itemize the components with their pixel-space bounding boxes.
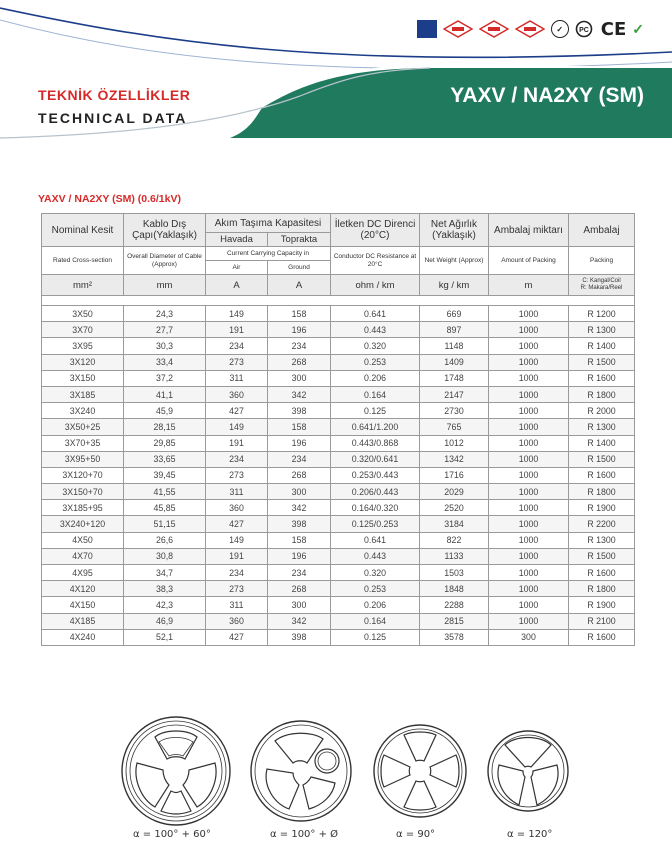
cell-packing: R 1800 [569, 386, 635, 402]
unit-packing-amount: m [489, 275, 569, 296]
pc-mark-icon [575, 20, 595, 38]
cell-section: 3X120 [42, 354, 124, 370]
header-en-capacity: Current Carrying Capacity in [206, 247, 331, 261]
header-weight: Net Ağırlık (Yaklaşık) [420, 214, 489, 247]
cell-air: 149 [206, 532, 268, 548]
table-row [42, 565, 635, 581]
certification-marks [417, 20, 644, 38]
cell-packing-amount: 1000 [489, 597, 569, 613]
cell-packing-amount: 1000 [489, 516, 569, 532]
cell-section: 3X150+70 [42, 484, 124, 500]
cell-packing: R 1400 [569, 435, 635, 451]
cell-resistance: 0.443 [331, 548, 420, 564]
cell-diameter: 45,9 [124, 403, 206, 419]
cell-weight: 2147 [420, 386, 489, 402]
cell-weight: 765 [420, 419, 489, 435]
cell-weight: 2730 [420, 403, 489, 419]
cell-ground: 342 [268, 386, 331, 402]
table-row [42, 403, 635, 419]
svg-text:PC: PC [578, 27, 589, 34]
cell-packing: R 1500 [569, 451, 635, 467]
cell-section: 3X150 [42, 370, 124, 386]
unit-resistance: ohm / km [331, 275, 420, 296]
cell-packing-amount: 1000 [489, 613, 569, 629]
cell-diameter: 33,65 [124, 451, 206, 467]
table-row [42, 370, 635, 386]
cell-section: 3X70+35 [42, 435, 124, 451]
table-row [42, 451, 635, 467]
cross-section-4core-sector-figure [115, 715, 237, 827]
cell-ground: 398 [268, 403, 331, 419]
tse-mark-icon [417, 20, 437, 38]
unit-packing-reel: R: Makara/Reel [580, 285, 623, 291]
cell-packing-amount: 1000 [489, 322, 569, 338]
cell-resistance: 0.206 [331, 597, 420, 613]
cell-ground: 158 [268, 419, 331, 435]
unit-section: mm² [42, 275, 124, 296]
cell-air: 191 [206, 322, 268, 338]
cell-packing-amount: 1000 [489, 419, 569, 435]
cell-packing-amount: 1000 [489, 435, 569, 451]
cell-weight: 822 [420, 532, 489, 548]
cell-packing: R 1600 [569, 565, 635, 581]
cell-diameter: 34,7 [124, 565, 206, 581]
cell-weight: 2288 [420, 597, 489, 613]
cell-packing-amount: 1000 [489, 306, 569, 322]
table-row [42, 581, 635, 597]
cell-ground: 398 [268, 629, 331, 645]
cell-resistance: 0.443/0.868 [331, 435, 420, 451]
cell-ground: 196 [268, 435, 331, 451]
table-row [42, 548, 635, 564]
cell-diameter: 30,8 [124, 548, 206, 564]
cell-resistance: 0.253 [331, 581, 420, 597]
cell-resistance: 0.641 [331, 532, 420, 548]
page-header [0, 0, 672, 170]
cell-weight: 1848 [420, 581, 489, 597]
table-row [42, 629, 635, 645]
cell-weight: 1503 [420, 565, 489, 581]
cell-resistance: 0.641 [331, 306, 420, 322]
unit-packing [569, 275, 635, 296]
cell-ground: 196 [268, 548, 331, 564]
cell-packing: R 1400 [569, 338, 635, 354]
cell-packing-amount: 1000 [489, 354, 569, 370]
unit-weight: kg / km [420, 275, 489, 296]
header-en-air: Air [206, 261, 268, 275]
cell-air: 311 [206, 370, 268, 386]
cell-diameter: 52,1 [124, 629, 206, 645]
cell-air: 234 [206, 565, 268, 581]
table-row [42, 597, 635, 613]
cell-resistance: 0.320 [331, 338, 420, 354]
cell-weight: 2815 [420, 613, 489, 629]
cell-weight: 1012 [420, 435, 489, 451]
table-row [42, 338, 635, 354]
cell-ground: 234 [268, 338, 331, 354]
quality-diamond-icon [443, 20, 473, 38]
cell-air: 191 [206, 435, 268, 451]
cell-air: 191 [206, 548, 268, 564]
cell-section: 3X70 [42, 322, 124, 338]
cell-air: 273 [206, 467, 268, 483]
figure-label: α = 120° [507, 829, 553, 840]
cell-packing: R 2200 [569, 516, 635, 532]
approval-mark-icon: ✓ [551, 20, 569, 38]
cross-section-3core-round-figure [247, 715, 355, 827]
cell-packing: R 1200 [569, 306, 635, 322]
cell-section: 3X185+95 [42, 500, 124, 516]
table-row [42, 613, 635, 629]
cell-ground: 234 [268, 451, 331, 467]
cell-weight: 3184 [420, 516, 489, 532]
cell-resistance: 0.320 [331, 565, 420, 581]
cell-ground: 158 [268, 532, 331, 548]
title-turkish: TEKNİK ÖZELLİKLER [38, 87, 191, 103]
cell-packing-amount: 1000 [489, 581, 569, 597]
cell-ground: 268 [268, 581, 331, 597]
header-ground: Toprakta [268, 233, 331, 247]
cell-diameter: 39,45 [124, 467, 206, 483]
cell-diameter: 24,3 [124, 306, 206, 322]
product-title: YAXV / NA2XY (SM) [450, 84, 644, 107]
table-row [42, 516, 635, 532]
cell-diameter: 37,2 [124, 370, 206, 386]
cell-packing: R 1300 [569, 532, 635, 548]
cell-ground: 398 [268, 516, 331, 532]
table-row [42, 500, 635, 516]
cell-section: 3X50+25 [42, 419, 124, 435]
cell-air: 149 [206, 306, 268, 322]
cell-ground: 158 [268, 306, 331, 322]
cell-air: 234 [206, 451, 268, 467]
title-english: TECHNICAL DATA [38, 110, 188, 126]
header-en-ground: Ground [268, 261, 331, 275]
cell-weight: 1716 [420, 467, 489, 483]
cell-air: 427 [206, 403, 268, 419]
cell-packing: R 1800 [569, 484, 635, 500]
cell-resistance: 0.164 [331, 386, 420, 402]
cell-ground: 196 [268, 322, 331, 338]
figure-label: α = 100° + Ø [270, 829, 339, 840]
cell-section: 4X185 [42, 613, 124, 629]
rohs-check-icon: ✓ [632, 20, 644, 37]
cell-weight: 1342 [420, 451, 489, 467]
cell-section: 4X150 [42, 597, 124, 613]
cell-resistance: 0.164/0.320 [331, 500, 420, 516]
cell-air: 427 [206, 516, 268, 532]
table-row [42, 322, 635, 338]
table-subtitle: YAXV / NA2XY (SM) (0.6/1kV) [38, 193, 181, 205]
unit-air: A [206, 275, 268, 296]
cell-diameter: 38,3 [124, 581, 206, 597]
header-packing: Ambalaj [569, 214, 635, 247]
header-diameter: Kablo Dış Çapı(Yaklaşık) [124, 214, 206, 247]
header-en-packing: Packing [569, 247, 635, 275]
table-row [42, 532, 635, 548]
cell-packing: R 1300 [569, 419, 635, 435]
header-packing-amount: Ambalaj miktarı [489, 214, 569, 247]
quality-diamond-icon [515, 20, 545, 38]
cell-diameter: 45,85 [124, 500, 206, 516]
cell-ground: 300 [268, 597, 331, 613]
cell-packing-amount: 1000 [489, 532, 569, 548]
cell-resistance: 0.641/1.200 [331, 419, 420, 435]
cell-air: 360 [206, 386, 268, 402]
header-en-diameter: Overall Diameter of Cable (Approx) [124, 247, 206, 275]
cell-section: 4X120 [42, 581, 124, 597]
cell-packing: R 1900 [569, 597, 635, 613]
cell-air: 311 [206, 597, 268, 613]
cell-ground: 234 [268, 565, 331, 581]
cell-air: 427 [206, 629, 268, 645]
cell-packing-amount: 1000 [489, 386, 569, 402]
cell-diameter: 27,7 [124, 322, 206, 338]
figure-label: α = 90° [396, 829, 436, 840]
table-row [42, 419, 635, 435]
cell-packing: R 1900 [569, 500, 635, 516]
cell-diameter: 28,15 [124, 419, 206, 435]
cell-section: 3X95 [42, 338, 124, 354]
cell-section: 4X50 [42, 532, 124, 548]
cell-packing: R 1600 [569, 467, 635, 483]
cell-air: 360 [206, 500, 268, 516]
cell-packing: R 2100 [569, 613, 635, 629]
cell-ground: 342 [268, 500, 331, 516]
cell-weight: 669 [420, 306, 489, 322]
technical-data-table [41, 213, 635, 646]
cell-diameter: 41,55 [124, 484, 206, 500]
cell-weight: 2520 [420, 500, 489, 516]
cell-weight: 1748 [420, 370, 489, 386]
cell-diameter: 26,6 [124, 532, 206, 548]
cell-air: 149 [206, 419, 268, 435]
cell-air: 234 [206, 338, 268, 354]
cell-resistance: 0.253 [331, 354, 420, 370]
cell-ground: 268 [268, 467, 331, 483]
cell-diameter: 46,9 [124, 613, 206, 629]
unit-diameter: mm [124, 275, 206, 296]
cell-packing: R 1600 [569, 629, 635, 645]
cell-resistance: 0.206/0.443 [331, 484, 420, 500]
quality-diamond-icon [479, 20, 509, 38]
cell-packing: R 1500 [569, 354, 635, 370]
cell-packing-amount: 1000 [489, 467, 569, 483]
cell-packing-amount: 1000 [489, 403, 569, 419]
header-air: Havada [206, 233, 268, 247]
unit-ground: A [268, 275, 331, 296]
cell-packing-amount: 300 [489, 629, 569, 645]
cell-resistance: 0.125 [331, 629, 420, 645]
table-row [42, 484, 635, 500]
cell-section: 4X95 [42, 565, 124, 581]
cell-weight: 897 [420, 322, 489, 338]
cell-diameter: 29,85 [124, 435, 206, 451]
cell-diameter: 42,3 [124, 597, 206, 613]
header-en-resistance: Conductor DC Resistance at 20°C [331, 247, 420, 275]
cell-section: 4X70 [42, 548, 124, 564]
cell-packing-amount: 1000 [489, 370, 569, 386]
cell-packing: R 1500 [569, 548, 635, 564]
cell-ground: 342 [268, 613, 331, 629]
cell-packing-amount: 1000 [489, 548, 569, 564]
cell-resistance: 0.206 [331, 370, 420, 386]
cell-section: 3X120+70 [42, 467, 124, 483]
cell-section: 3X185 [42, 386, 124, 402]
ce-mark: CE [600, 18, 627, 40]
cell-diameter: 33,4 [124, 354, 206, 370]
table-row [42, 306, 635, 322]
cell-section: 3X240+120 [42, 516, 124, 532]
cell-weight: 2029 [420, 484, 489, 500]
cell-ground: 268 [268, 354, 331, 370]
cell-section: 4X240 [42, 629, 124, 645]
cell-diameter: 51,15 [124, 516, 206, 532]
table-row [42, 435, 635, 451]
header-en-section: Rated Cross-section [42, 247, 124, 275]
header-resistance: İletken DC Direnci (20°C) [331, 214, 420, 247]
cell-resistance: 0.125/0.253 [331, 516, 420, 532]
table-body [42, 306, 635, 646]
table-row [42, 354, 635, 370]
cell-diameter: 41,1 [124, 386, 206, 402]
cell-packing-amount: 1000 [489, 338, 569, 354]
cell-section: 3X240 [42, 403, 124, 419]
cell-section: 3X50 [42, 306, 124, 322]
header-en-weight: Net Weight (Approx) [420, 247, 489, 275]
table-row [42, 467, 635, 483]
cell-ground: 300 [268, 370, 331, 386]
unit-packing-coil: C: Kangal/Coil [582, 278, 621, 284]
cell-packing: R 1800 [569, 581, 635, 597]
cross-section-4core-90deg-figure [368, 715, 472, 827]
table-spacer [42, 296, 635, 306]
cell-weight: 3578 [420, 629, 489, 645]
cell-resistance: 0.320/0.641 [331, 451, 420, 467]
cell-packing: R 2000 [569, 403, 635, 419]
cell-air: 360 [206, 613, 268, 629]
cell-diameter: 30,3 [124, 338, 206, 354]
cell-packing-amount: 1000 [489, 500, 569, 516]
cell-packing: R 1600 [569, 370, 635, 386]
cell-resistance: 0.164 [331, 613, 420, 629]
cell-resistance: 0.125 [331, 403, 420, 419]
table-row [42, 386, 635, 402]
cell-air: 273 [206, 581, 268, 597]
cell-section: 3X95+50 [42, 451, 124, 467]
header-en-packing-amount: Amount of Packing [489, 247, 569, 275]
cell-resistance: 0.443 [331, 322, 420, 338]
cell-packing-amount: 1000 [489, 565, 569, 581]
cell-packing: R 1300 [569, 322, 635, 338]
figure-label: α = 100° + 60° [133, 829, 211, 840]
cell-air: 273 [206, 354, 268, 370]
cell-resistance: 0.253/0.443 [331, 467, 420, 483]
cell-air: 311 [206, 484, 268, 500]
cross-section-3core-120deg-figure [483, 715, 573, 827]
cell-weight: 1409 [420, 354, 489, 370]
cell-weight: 1133 [420, 548, 489, 564]
cell-packing-amount: 1000 [489, 451, 569, 467]
header-capacity: Akım Taşıma Kapasitesi [206, 214, 331, 233]
cell-packing-amount: 1000 [489, 484, 569, 500]
header-section: Nominal Kesit [42, 214, 124, 247]
cell-ground: 300 [268, 484, 331, 500]
cell-weight: 1148 [420, 338, 489, 354]
